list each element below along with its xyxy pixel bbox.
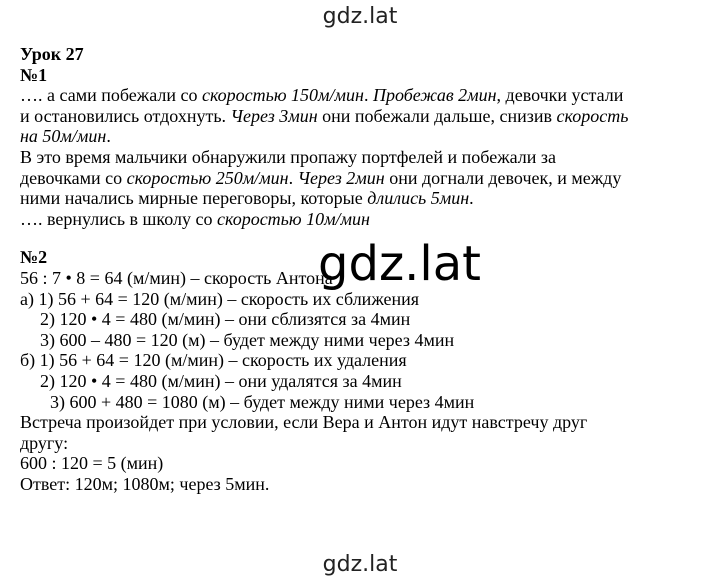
- task2-line: 3) 600 – 480 = 120 (м) – будет между ними через 4мин: [40, 329, 455, 350]
- italic-text: длились 5мин: [367, 188, 470, 209]
- task1-line-4: В это время мальчики обнаружили пропажу портфелей и побежали за: [20, 146, 556, 167]
- italic-text: Через 3мин: [230, 105, 318, 126]
- task1-line-1: [20, 85, 710, 106]
- text: ними начались мирные переговоры, которые: [20, 188, 368, 209]
- text: , девочки устали: [496, 85, 624, 106]
- text: .: [106, 126, 111, 147]
- italic-text: скорость: [556, 105, 629, 126]
- text: они побежали дальше, снизив: [317, 105, 557, 126]
- task1-line-7: [20, 209, 710, 230]
- watermark-bottom: gdz.lat: [322, 552, 398, 577]
- task2-number: №2: [20, 247, 48, 268]
- text: девочками со: [20, 167, 127, 188]
- task2-line: 2) 120 • 4 = 480 (м/мин) – они сблизятся за 4мин: [40, 309, 411, 330]
- text: .: [288, 167, 298, 188]
- task2-line: 2) 120 • 4 = 480 (м/мин) – они удалятся за 4мин: [40, 370, 402, 391]
- task1-line-5: [20, 168, 710, 189]
- task1-line-2: [20, 106, 710, 127]
- task1-line-3: [20, 126, 710, 147]
- text: …. вернулись в школу со: [20, 208, 217, 229]
- task1-line-6: [20, 188, 710, 209]
- task2-line: Встреча произойдет при условии, если Вера и Антон идут навстречу друг: [20, 412, 588, 433]
- lesson-title: Урок 27: [20, 44, 84, 64]
- task2-line: б) 1) 56 + 64 = 120 (м/мин) – скорость их удаления: [20, 350, 407, 371]
- italic-text: Через 2мин: [297, 167, 385, 188]
- text: …. а сами побежали со: [20, 85, 202, 106]
- task2-line: а) 1) 56 + 64 = 120 (м/мин) – скорость их сближения: [20, 288, 420, 309]
- italic-text: скоростью 150м/мин: [201, 85, 364, 106]
- task2-line: 56 : 7 • 8 = 64 (м/мин) – скорость Антона: [20, 267, 333, 288]
- watermark-middle: gdz.lat: [318, 236, 481, 292]
- task2-answer: Ответ: 120м; 1080м; через 5мин.: [20, 473, 270, 494]
- task2-line: 3) 600 + 480 = 1080 (м) – будет между ними через 4мин: [50, 391, 475, 412]
- text: они догнали девочек, и между: [384, 167, 622, 188]
- task2-line: другу:: [20, 432, 69, 453]
- italic-text: на 50м/мин: [20, 126, 107, 147]
- task2-line: 600 : 120 = 5 (мин): [20, 453, 164, 474]
- text: .: [363, 85, 373, 106]
- text: и остановились отдохнуть.: [20, 105, 231, 126]
- italic-text: Пробежав 2мин: [372, 85, 497, 106]
- text: .: [469, 188, 474, 209]
- task1-number: №1: [20, 64, 48, 85]
- italic-text: скоростью 250м/мин: [126, 167, 289, 188]
- watermark-top: gdz.lat: [322, 4, 398, 29]
- italic-text: скоростью 10м/мин: [216, 208, 370, 229]
